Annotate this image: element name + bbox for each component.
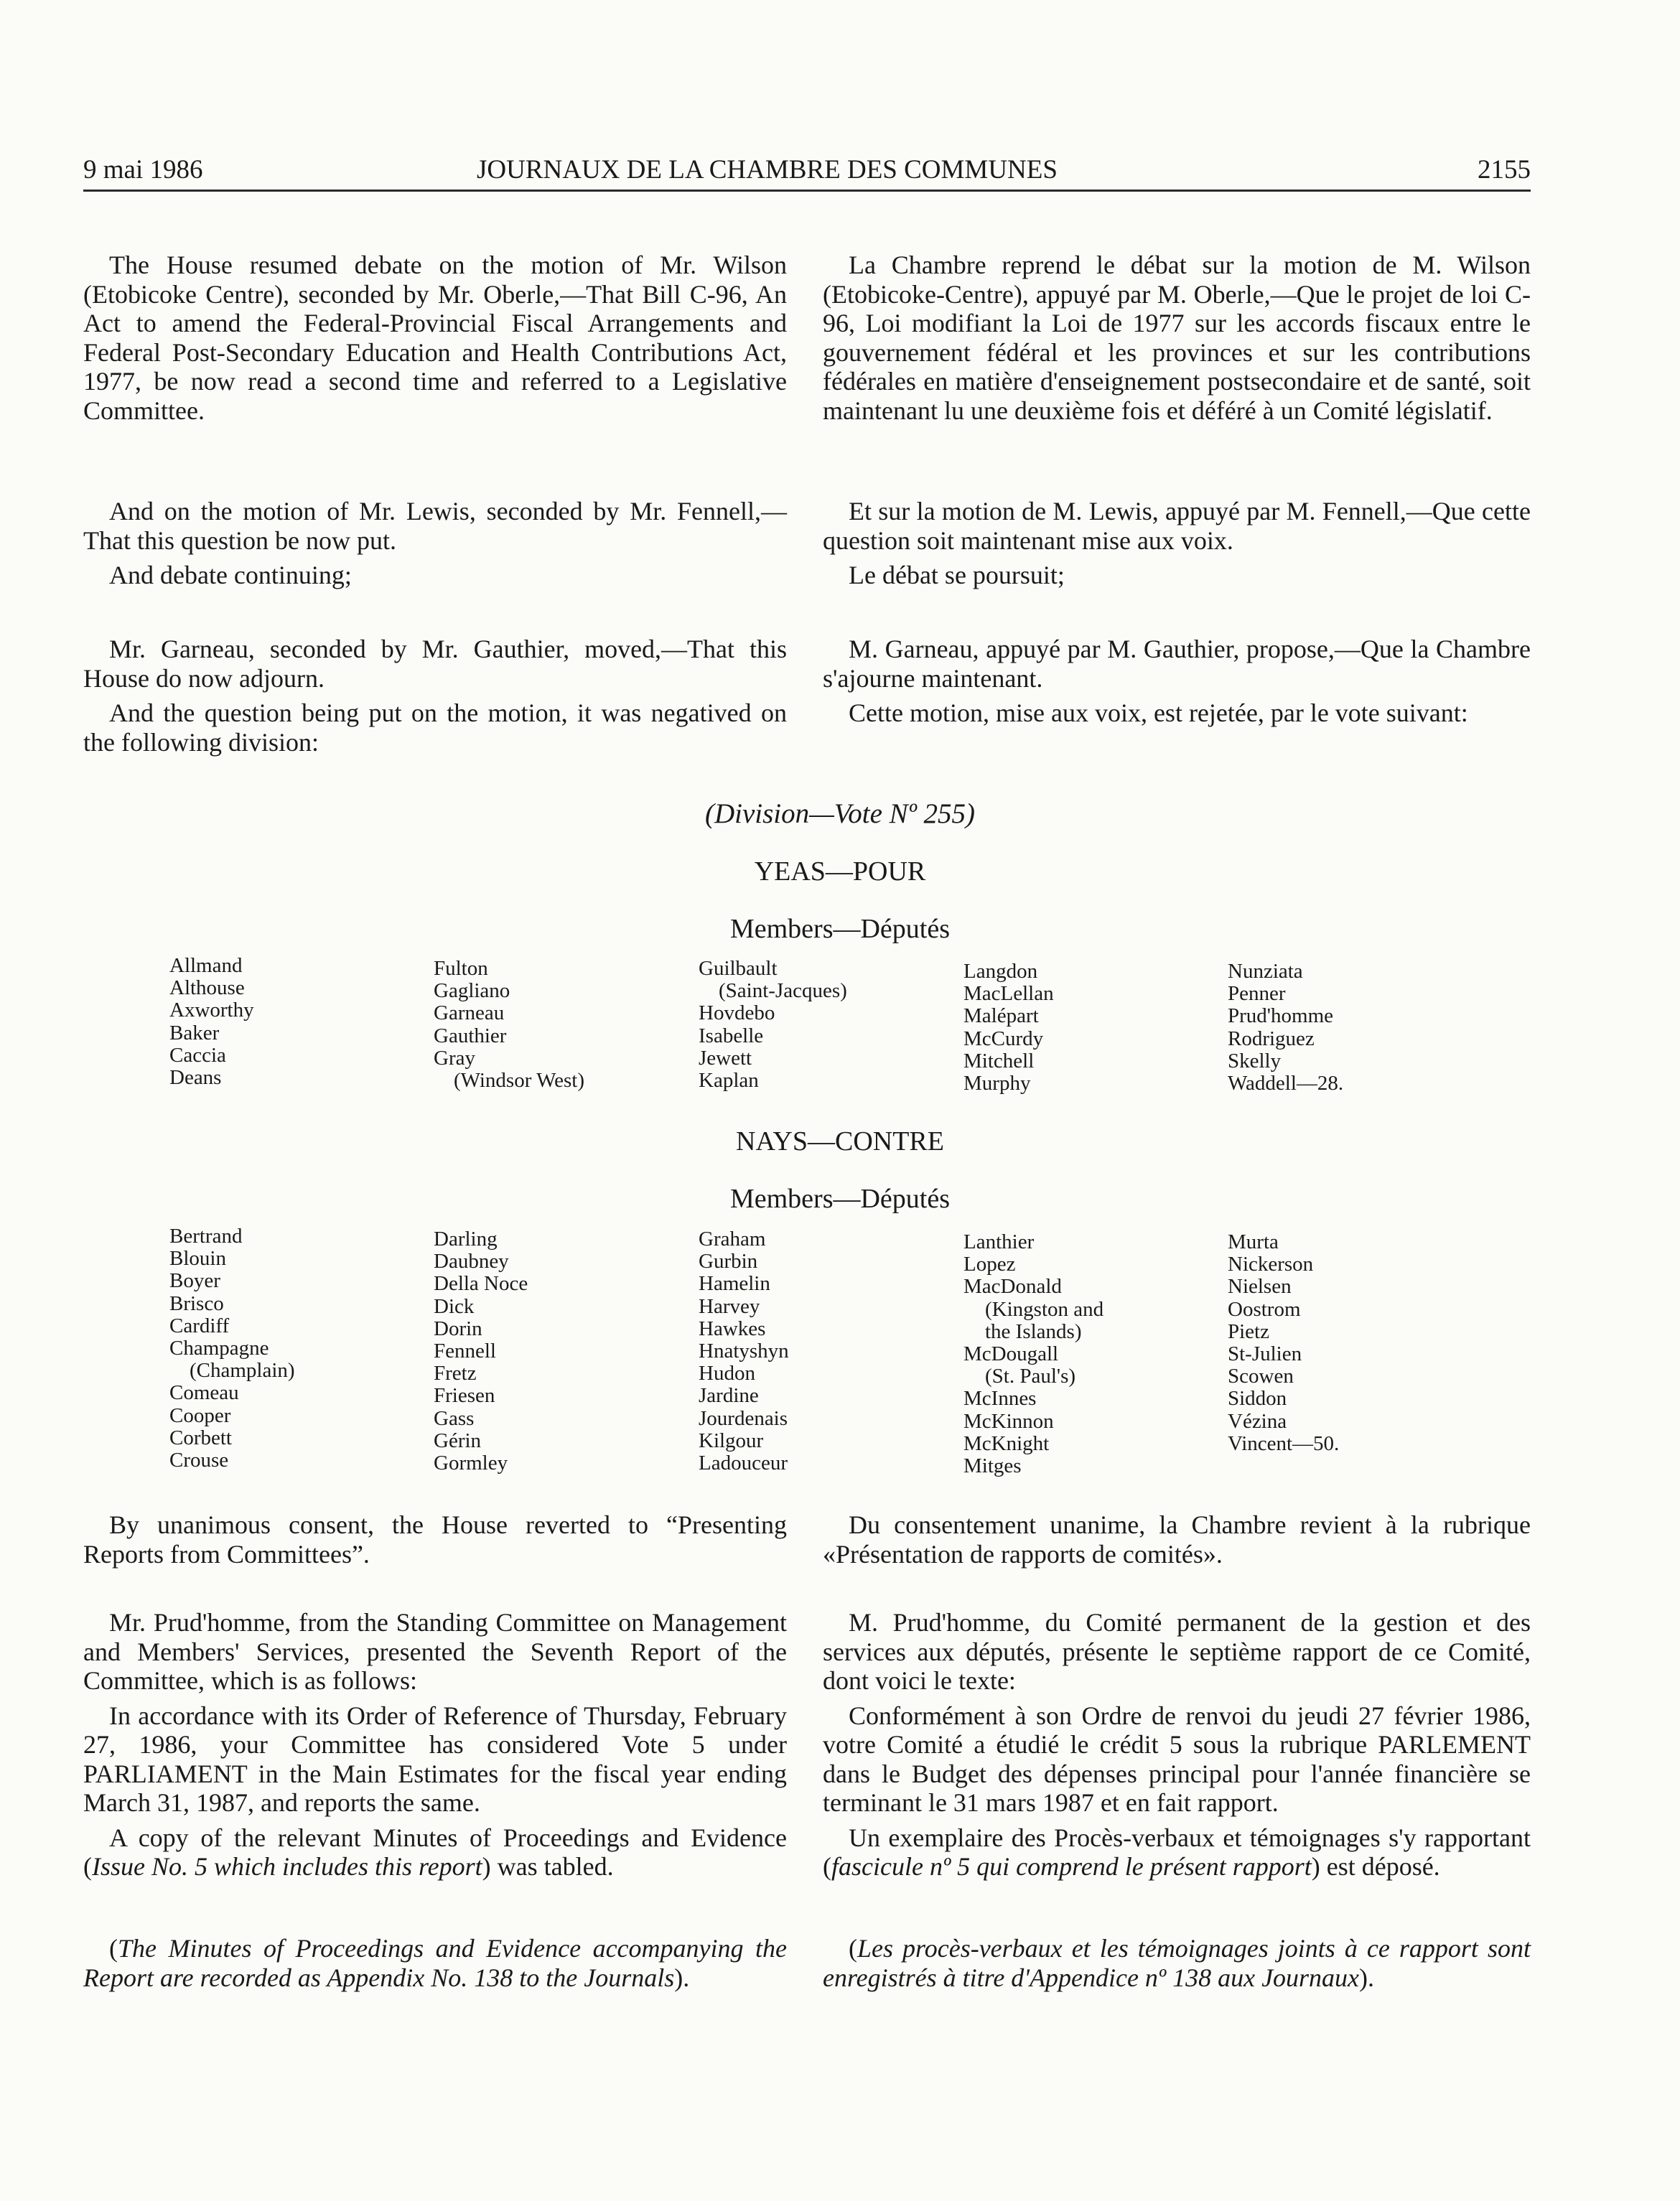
member-name: Vincent—50. xyxy=(1228,1431,1340,1455)
member-name: Mitchell xyxy=(963,1049,1035,1073)
member-name: Guilbault xyxy=(699,957,778,980)
yeas-column-4 xyxy=(963,961,1054,1095)
en-appendix-note xyxy=(83,1934,787,1992)
member-name: Gurbin xyxy=(699,1250,758,1274)
member-name: Siddon xyxy=(1228,1387,1287,1411)
member-name: Ladouceur xyxy=(699,1451,788,1475)
member-name: Hovdebo xyxy=(699,1001,775,1025)
member-name: Gagliano xyxy=(434,979,510,1003)
member-name: Dick xyxy=(434,1294,475,1318)
fr-appendix-note xyxy=(823,1934,1531,1992)
member-name: Gass xyxy=(434,1406,475,1430)
appendix-reference: Les procès-verbaux et les témoignages joints à ce rapport sont enregistrés à titre d'Appendice nº 138 aux Journaux xyxy=(823,1934,1531,1992)
riding-note: (St. Paul's) xyxy=(985,1365,1076,1388)
member-name: Fennell xyxy=(434,1339,496,1363)
text-run: ). xyxy=(674,1963,690,1992)
member-name: Hudon xyxy=(699,1362,755,1385)
text-run: ) was tabled. xyxy=(482,1852,614,1881)
member-name: Vézina xyxy=(1228,1409,1287,1433)
member-name: Champagne xyxy=(169,1336,269,1360)
member-name: Jourdenais xyxy=(699,1406,788,1430)
member-name: Pietz xyxy=(1228,1319,1269,1343)
member-name: Fretz xyxy=(434,1362,477,1385)
member-name: Gormley xyxy=(434,1451,508,1475)
member-name: McCurdy xyxy=(963,1027,1044,1050)
en-paragraph: And on the motion of Mr. Lewis, seconded by Mr. Fennell,—That this question be now put. xyxy=(83,497,787,555)
member-name: Oostrom xyxy=(1228,1297,1301,1321)
member-name: Langdon xyxy=(963,960,1038,983)
yeas-column-2 xyxy=(434,958,584,1092)
member-name: Brisco xyxy=(169,1291,224,1315)
yeas-column-3 xyxy=(699,958,847,1092)
yeas-subheading: Members—Députés xyxy=(729,914,951,944)
en-committee-report xyxy=(83,1608,787,1882)
page-number: 2155 xyxy=(1478,155,1531,184)
member-name: Malépart xyxy=(963,1004,1039,1028)
member-name: Murphy xyxy=(963,1071,1031,1095)
member-name: Nickerson xyxy=(1228,1253,1314,1276)
member-name: Nielsen xyxy=(1228,1275,1292,1299)
riding-note: (Saint-Jacques) xyxy=(719,979,847,1003)
running-header xyxy=(83,152,1531,192)
member-name: Murta xyxy=(1228,1230,1279,1253)
fr-resumed-debate xyxy=(823,251,1531,425)
fr-paragraph: M. Garneau, appuyé par M. Gauthier, propose,—Que la Chambre s'ajourne maintenant. xyxy=(823,635,1531,693)
yeas-heading: YEAS—POUR xyxy=(754,856,926,887)
member-name: Crouse xyxy=(169,1448,229,1472)
fr-paragraph xyxy=(823,1934,1531,1992)
member-name: Cardiff xyxy=(169,1314,230,1337)
nays-subheading: Members—Députés xyxy=(729,1184,951,1214)
member-name: Della Noce xyxy=(434,1272,528,1296)
member-name: Dorin xyxy=(434,1317,482,1340)
fr-paragraph: Cette motion, mise aux voix, est rejetée, par le vote suivant: xyxy=(849,698,1468,727)
fr-paragraph xyxy=(823,1823,1531,1882)
fr-paragraph: Et sur la motion de M. Lewis, appuyé par M. Fennell,—Que cette question soit maintenant mise aux voix. xyxy=(823,497,1531,555)
member-name: Graham xyxy=(699,1228,766,1251)
member-name: Jardine xyxy=(699,1384,759,1408)
member-name: Althouse xyxy=(169,976,245,1000)
en-paragraph: By unanimous consent, the House reverted to “Presenting Reports from Committees”. xyxy=(83,1510,787,1569)
riding-note: (Windsor West) xyxy=(454,1068,585,1092)
riding-note: (Champlain) xyxy=(190,1359,295,1383)
division-title: (Division—Vote Nº 255) xyxy=(704,798,976,829)
member-name: Caccia xyxy=(169,1043,226,1067)
en-paragraph: And debate continuing; xyxy=(109,561,352,589)
member-name: MacDonald xyxy=(963,1275,1062,1299)
member-name: Blouin xyxy=(169,1247,226,1271)
member-name: Friesen xyxy=(434,1384,495,1408)
en-adjournment-motion xyxy=(83,635,787,757)
member-name: Boyer xyxy=(169,1269,220,1293)
member-name: Fulton xyxy=(434,957,488,980)
member-name: Lanthier xyxy=(963,1230,1035,1253)
member-name: Cooper xyxy=(169,1403,231,1427)
en-paragraph: The House resumed debate on the motion of Mr. Wilson (Etobicoke Centre), seconded by Mr. Oberle,—That Bill C-96, An Act to amend the Federal-Provincial Fiscal Arrangements and Federal Post-Secondary Education and Health Contributions Act, 1977, be now read a second time and referred to a Legislative Committee. xyxy=(83,251,787,425)
text-run: ) est déposé. xyxy=(1311,1852,1440,1881)
member-name: Waddell—28. xyxy=(1228,1071,1344,1095)
member-name: Skelly xyxy=(1228,1049,1282,1073)
fr-previous-question xyxy=(823,497,1531,590)
member-name: St-Julien xyxy=(1228,1342,1302,1365)
en-paragraph xyxy=(83,1823,787,1882)
header-title: JOURNAUX DE LA CHAMBRE DES COMMUNES xyxy=(477,155,1058,184)
member-name: Deans xyxy=(169,1065,222,1089)
yeas-column-5 xyxy=(1228,961,1343,1095)
member-name: Corbett xyxy=(169,1426,232,1449)
member-name: Hawkes xyxy=(699,1317,766,1340)
member-name: McDougall xyxy=(963,1342,1059,1365)
nays-column-1 xyxy=(169,1225,295,1472)
member-name: Axworthy xyxy=(169,999,254,1022)
appendix-reference: The Minutes of Proceedings and Evidence accompanying the Report are recorded as Appendix No. 138 to the Journals xyxy=(83,1934,787,1992)
member-name: Scowen xyxy=(1228,1365,1294,1388)
text-run: ( xyxy=(849,1934,857,1963)
member-name: Comeau xyxy=(169,1381,239,1405)
member-name: Gray xyxy=(434,1046,475,1070)
en-paragraph xyxy=(83,1934,787,1992)
member-name: Darling xyxy=(434,1228,498,1251)
nays-column-4 xyxy=(963,1231,1103,1477)
yeas-column-1 xyxy=(169,955,254,1089)
member-name: Allmand xyxy=(169,954,243,977)
text-run: Un exemplaire des Procès-verbaux et témoignages s'y rapportant ( xyxy=(823,1823,1531,1881)
member-name: Prud'homme xyxy=(1228,1004,1333,1028)
member-name: Baker xyxy=(169,1021,220,1045)
fr-adjournment-motion xyxy=(823,635,1531,728)
issue-reference: fascicule nº 5 qui comprend le présent rapport xyxy=(831,1852,1312,1881)
en-previous-question xyxy=(83,497,787,590)
fr-paragraph: M. Prud'homme, du Comité permanent de la gestion et des services aux députés, présente le septième rapport de ce Comité, dont voici le texte: xyxy=(823,1608,1531,1695)
member-name: Garneau xyxy=(434,1001,505,1025)
en-paragraph: In accordance with its Order of Reference of Thursday, February 27, 1986, your Committee has considered Vote 5 under PARLIAMENT in the Main Estimates for the fiscal year ending March 31, 1987, and reports the same. xyxy=(83,1701,787,1817)
header-date: 9 mai 1986 xyxy=(83,155,203,184)
fr-paragraph: Conformément à son Ordre de renvoi du jeudi 27 février 1986, votre Comité a étudié le crédit 5 sous la rubrique PARLEMENT dans le Budget des dépenses principal pour l'année financière se terminant le 31 mars 1987 et en fait rapport. xyxy=(823,1701,1531,1817)
en-unanimous-consent xyxy=(83,1510,787,1569)
member-name: Jewett xyxy=(699,1046,752,1070)
member-name: Harvey xyxy=(699,1294,760,1318)
nays-column-3 xyxy=(699,1228,789,1475)
fr-unanimous-consent xyxy=(823,1510,1531,1569)
member-name: McKnight xyxy=(963,1431,1050,1455)
member-name: Kaplan xyxy=(699,1068,759,1092)
text-run: ( xyxy=(109,1934,118,1963)
nays-column-2 xyxy=(434,1228,528,1475)
member-name: Daubney xyxy=(434,1250,509,1274)
riding-note: the Islands) xyxy=(985,1319,1082,1343)
member-name: Kilgour xyxy=(699,1429,764,1452)
member-name: Hnatyshyn xyxy=(699,1339,789,1363)
issue-reference: Issue No. 5 which includes this report xyxy=(92,1852,482,1881)
fr-committee-report xyxy=(823,1608,1531,1882)
member-name: Gauthier xyxy=(434,1024,507,1047)
member-name: Bertrand xyxy=(169,1225,243,1248)
en-paragraph: Mr. Prud'homme, from the Standing Committee on Management and Members' Services, presented the Seventh Report of the Committee, which is as follows: xyxy=(83,1608,787,1695)
text-run: ). xyxy=(1359,1963,1375,1992)
en-paragraph: And the question being put on the motion, it was negatived on the following division: xyxy=(83,698,787,757)
member-name: Isabelle xyxy=(699,1024,764,1047)
member-name: Nunziata xyxy=(1228,960,1303,983)
en-paragraph: Mr. Garneau, seconded by Mr. Gauthier, moved,—That this House do now adjourn. xyxy=(83,635,787,693)
member-name: Hamelin xyxy=(699,1272,770,1296)
fr-paragraph: Du consentement unanime, la Chambre revient à la rubrique «Présentation de rapports de comités». xyxy=(823,1510,1531,1569)
member-name: Lopez xyxy=(963,1253,1016,1276)
text-run: A copy of the relevant Minutes of Proceedings and Evidence ( xyxy=(83,1823,787,1881)
member-name: McKinnon xyxy=(963,1409,1054,1433)
en-resumed-debate xyxy=(83,251,787,425)
nays-column-5 xyxy=(1228,1231,1339,1455)
member-name: Gérin xyxy=(434,1429,482,1452)
nays-heading: NAYS—CONTRE xyxy=(736,1126,944,1156)
fr-paragraph: La Chambre reprend le débat sur la motion de M. Wilson (Etobicoke-Centre), appuyé par M. Oberle,—Que le projet de loi C-96, Loi modifiant la Loi de 1977 sur les accords fiscaux entre le gouvernement fédéral et les provinces et sur les contributions fédérales en matière d'enseignement postsecondaire et de santé, soit maintenant lu une deuxième fois et déféré à un Comité législatif. xyxy=(823,251,1531,425)
member-name: McInnes xyxy=(963,1387,1037,1411)
member-name: Rodriguez xyxy=(1228,1027,1315,1050)
member-name: MacLellan xyxy=(963,982,1054,1006)
riding-note: (Kingston and xyxy=(985,1297,1104,1321)
fr-paragraph: Le débat se poursuit; xyxy=(849,561,1065,589)
member-name: Mitges xyxy=(963,1454,1022,1477)
member-name: Penner xyxy=(1228,982,1286,1006)
